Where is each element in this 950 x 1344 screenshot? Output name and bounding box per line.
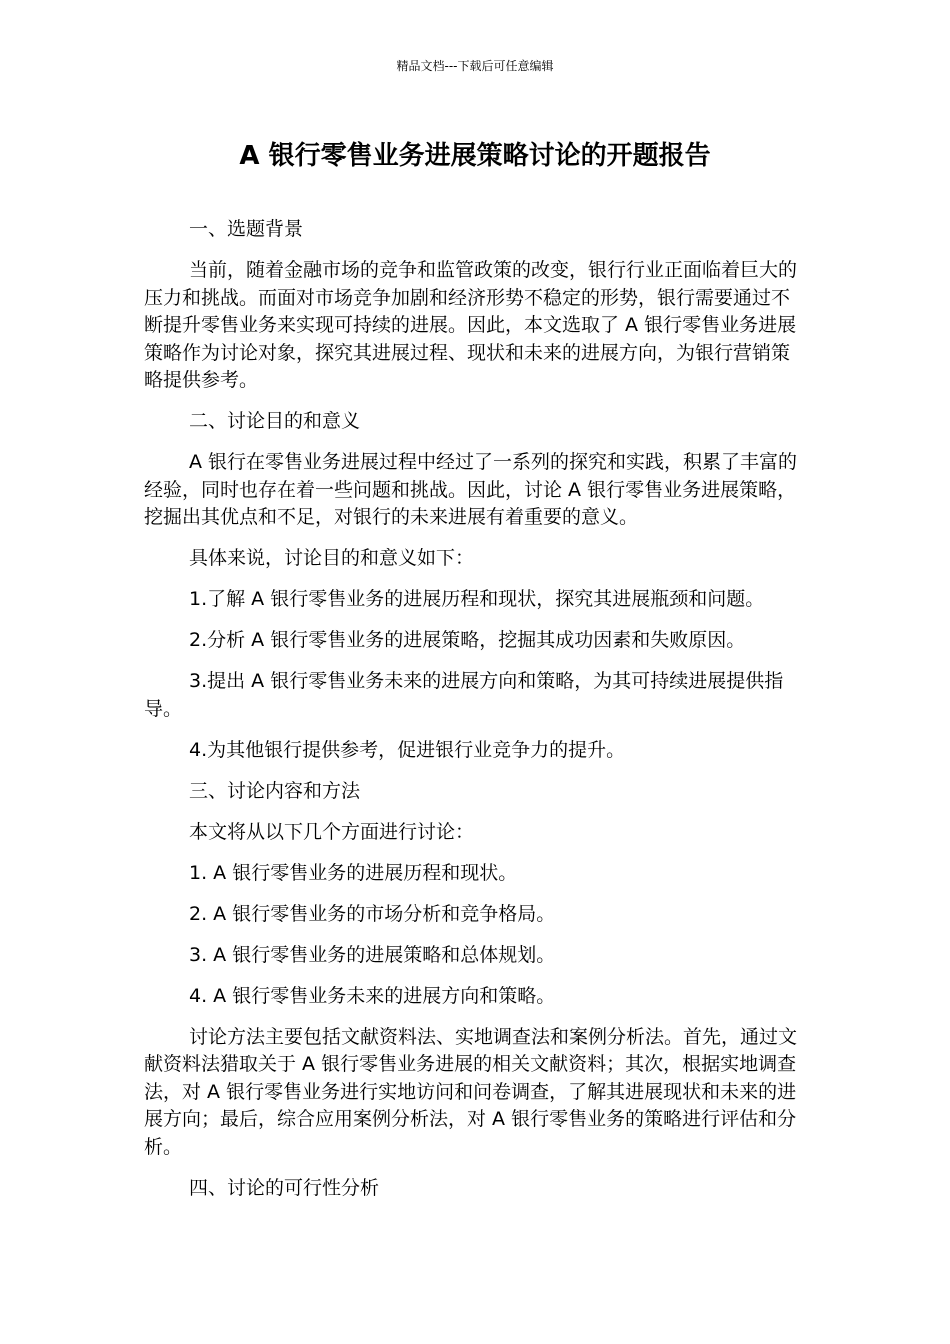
list-item-purpose-1: 1.了解 A 银行零售业务的进展历程和现状，探究其进展瓶颈和问题。 — [189, 588, 765, 610]
document-body — [144, 216, 808, 1216]
list-item-purpose-2: 2.分析 A 银行零售业务的进展策略，挖掘其成功因素和失败原因。 — [189, 629, 746, 651]
paragraph-content-intro: 本文将从以下几个方面进行讨论： — [189, 820, 475, 843]
paragraph-methods: 讨论方法主要包括文献资料法、实地调查法和案例分析法。首先，通过文献资料法猎取关于 A 银行零售业务进展的相关文献资料；其次，根据实地调查法，对 A 银行零售业务进行实地访问和问卷调查，了解其进展现状和未来的进展方向；最后，综合应用案例分析法，对 A 银行零售业务的策略进行评估和分析。 — [144, 1025, 798, 1158]
paragraph-purpose: A 银行在零售业务进展过程中经过了一系列的探究和实践，积累了丰富的经验，同时也存在着一些问题和挑战。因此，讨论 A 银行零售业务进展策略，挖掘出其优点和不足，对银行的未来进展有着重要的意义。 — [144, 451, 798, 528]
paragraph-background: 当前，随着金融市场的竞争和监管政策的改变，银行行业正面临着巨大的压力和挑战。而面对市场竞争加剧和经济形势不稳定的形势，银行需要通过不断提升零售业务来实现可持续的进展。因此，本文选取了 A 银行零售业务进展策略作为讨论对象，探究其进展过程、现状和未来的进展方向，为银行营销策略提供参考。 — [144, 259, 798, 391]
list-item-content-4: 4. A 银行零售业务未来的进展方向和策略。 — [189, 984, 556, 1007]
section-heading-feasibility: 四、讨论的可行性分析 — [189, 1176, 380, 1199]
list-item-purpose-3: 3.提出 A 银行零售业务未来的进展方向和策略，为其可持续进展提供指导。 — [144, 670, 784, 720]
list-item-content-3: 3. A 银行零售业务的进展策略和总体规划。 — [189, 943, 556, 966]
document-title: A 银行零售业务进展策略讨论的开题报告 — [239, 141, 711, 171]
header-note: 精品文档---下载后可任意编辑 — [396, 59, 554, 73]
section-heading-purpose: 二、讨论目的和意义 — [189, 410, 361, 432]
section-heading-background: 一、选题背景 — [189, 218, 304, 240]
section-heading-content: 三、讨论内容和方法 — [189, 779, 361, 802]
list-item-content-2: 2. A 银行零售业务的市场分析和竞争格局。 — [189, 902, 556, 925]
list-item-content-1: 1. A 银行零售业务的进展历程和现状。 — [189, 861, 518, 884]
list-item-purpose-4: 4.为其他银行提供参考，促进银行业竞争力的提升。 — [189, 738, 626, 761]
paragraph-purpose-intro: 具体来说，讨论目的和意义如下： — [189, 547, 475, 569]
